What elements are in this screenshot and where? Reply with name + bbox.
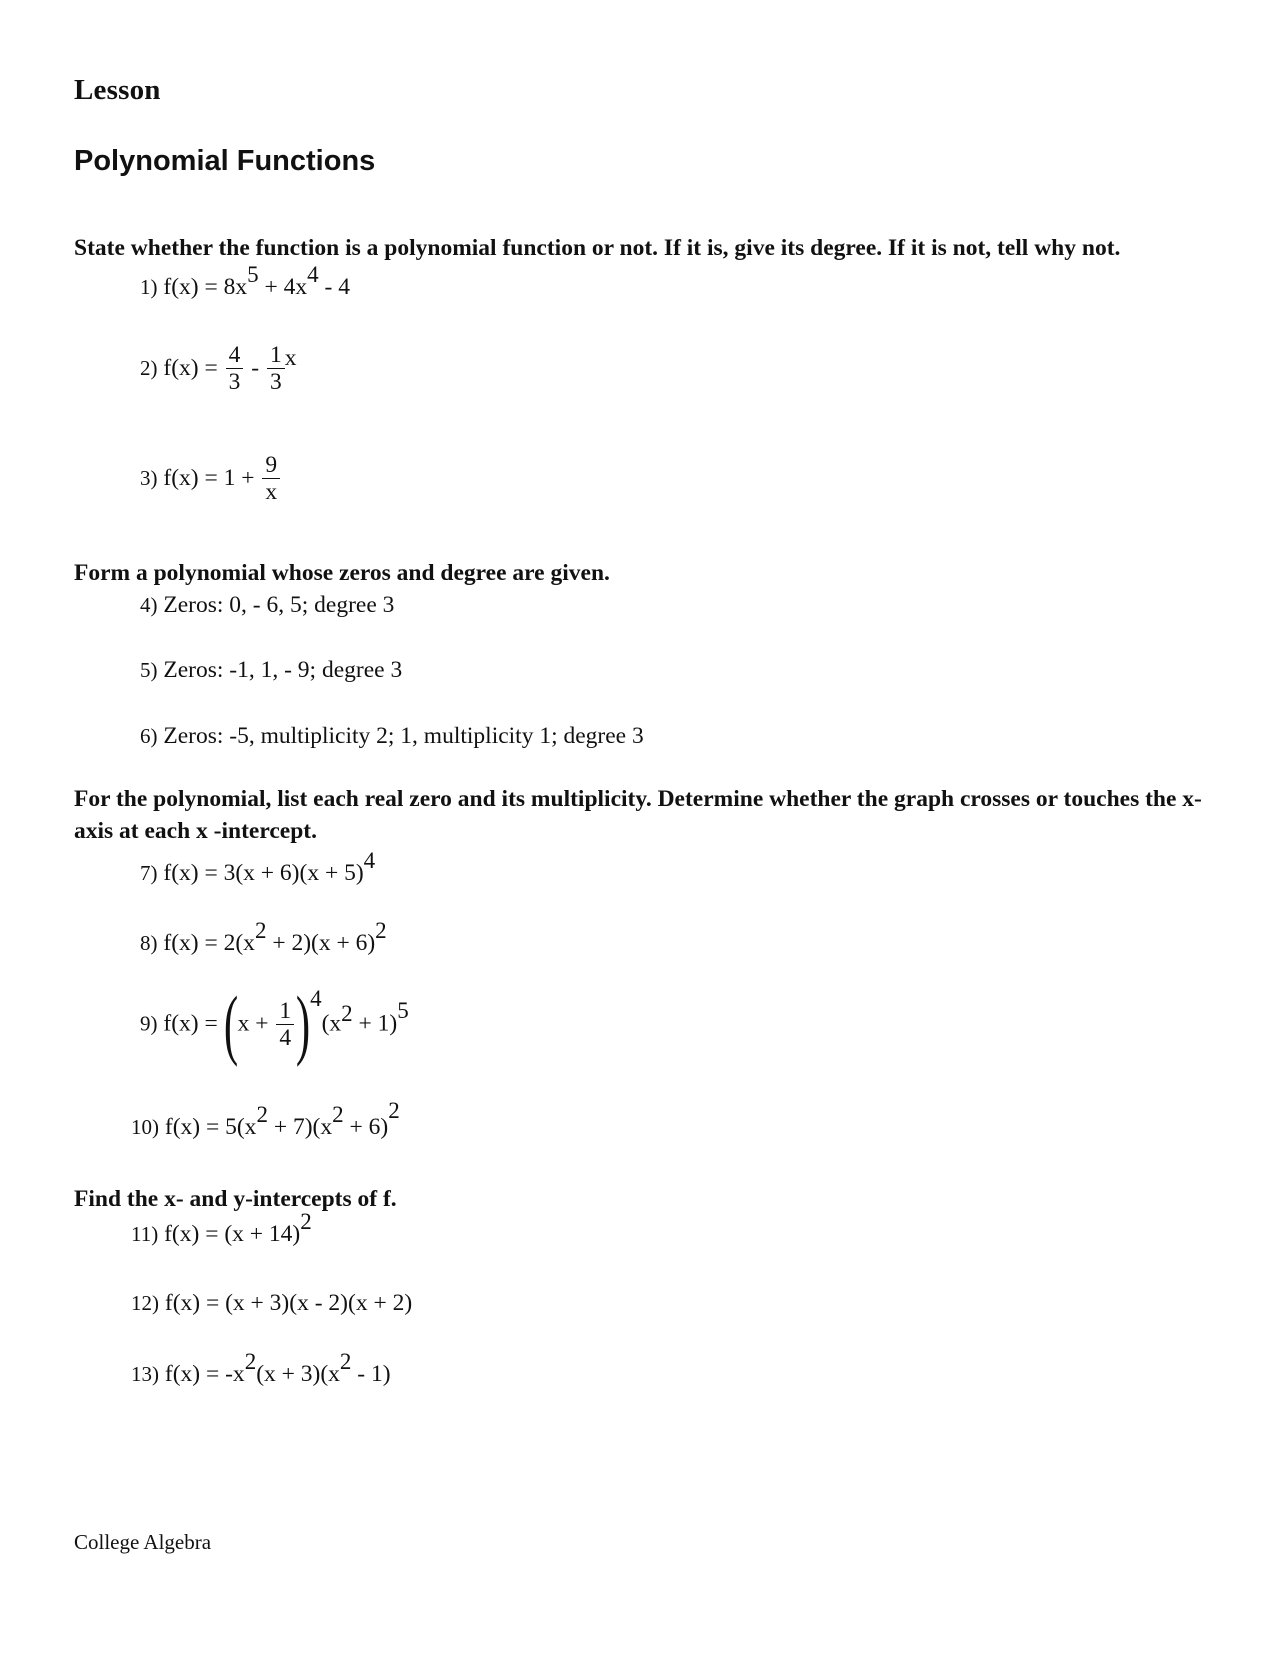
exponent: 5 [397, 997, 409, 1023]
denominator: x [265, 479, 278, 505]
numerator: 9 [262, 453, 280, 479]
problem-6 [140, 725, 644, 749]
exponent: 2 [388, 1098, 400, 1124]
exponent: 4 [307, 262, 319, 288]
exponent: 2 [254, 918, 267, 944]
denominator: 3 [269, 369, 282, 395]
problem-number: 3) [140, 466, 158, 490]
exponent: 2 [256, 1102, 268, 1128]
problem-7 [140, 848, 376, 886]
expression-part: f(x) = [163, 354, 218, 381]
expression-part: + 4x [258, 274, 308, 300]
problem-2 [140, 343, 296, 394]
numerator: 1 [276, 999, 294, 1025]
expression-part: f(x) = 1 + [163, 464, 255, 491]
expression-part: - 1) [351, 1361, 391, 1387]
numerator: 1 [267, 343, 285, 369]
problem-number: 12) [131, 1291, 159, 1315]
problem-number: 9) [140, 1011, 158, 1036]
problem-number: 5) [140, 658, 158, 682]
problem-number: 11) [131, 1222, 159, 1246]
expression-part: + 6) [343, 1114, 389, 1140]
exponent: 4 [363, 848, 376, 874]
denominator: 4 [279, 1024, 292, 1051]
expression-part: f(x) = 5(x [164, 1114, 257, 1140]
numerator: 4 [226, 343, 244, 369]
expression-part: + 7)(x [267, 1114, 333, 1140]
expression-part: (x + 3)(x [256, 1361, 340, 1387]
exponent: 2 [339, 1349, 352, 1375]
fraction [267, 343, 285, 394]
fraction [262, 453, 280, 504]
problem-number: 8) [140, 931, 158, 955]
fraction [226, 343, 244, 394]
exponent: 4 [310, 985, 322, 1011]
expression-part: f(x) = (x + 14) [164, 1221, 301, 1247]
problem-1 [140, 262, 350, 300]
exponent: 2 [332, 1102, 344, 1128]
exponent: 2 [300, 1209, 312, 1235]
problem-number: 7) [140, 861, 158, 885]
problem-5 [140, 659, 402, 683]
problem-3 [140, 453, 282, 504]
problem-text: f(x) = (x + 3)(x - 2)(x + 2) [164, 1290, 413, 1316]
expression-part: - 4 [318, 274, 350, 300]
problem-13 [131, 1349, 391, 1387]
left-parenthesis: ( [223, 980, 238, 1067]
expression-part: (x [321, 1010, 342, 1037]
footer-course: College Algebra [74, 1530, 212, 1554]
expression-part: f(x) = -x [164, 1361, 245, 1387]
problem-text: Zeros: 0, - 6, 5; degree 3 [163, 592, 395, 618]
denominator: 3 [228, 369, 241, 395]
problem-number: 4) [140, 593, 158, 617]
instruction-form-polynomial: Form a polynomial whose zeros and degree are given. [74, 560, 610, 586]
problem-10 [131, 1098, 400, 1140]
exponent: 2 [375, 918, 387, 944]
instruction-zeros-multiplicity: For the polynomial, list each real zero and its multiplicity. Determine whether the graph crosses or touches the x-axis at each x -intercept. [74, 786, 1202, 844]
problem-text: Zeros: -1, 1, - 9; degree 3 [163, 657, 403, 683]
problem-text: Zeros: -5, multiplicity 2; 1, multiplicity 1; degree 3 [163, 723, 644, 749]
exponent: 2 [244, 1349, 257, 1375]
expression-part: f(x) = 8x [163, 274, 248, 300]
problem-number: 1) [140, 275, 158, 299]
variable: x [284, 344, 297, 371]
problem-4 [140, 594, 394, 618]
expression-part: f(x) = 2(x [163, 930, 255, 956]
instruction-intercepts: Find the x- and y-intercepts of f. [74, 1186, 397, 1212]
expression-part: f(x) = 3(x + 6)(x + 5) [163, 860, 364, 886]
exponent: 2 [341, 1001, 353, 1026]
problem-number: 2) [140, 356, 158, 380]
expression-part: x + [237, 1010, 269, 1037]
exponent: 5 [247, 262, 259, 288]
problem-9 [140, 980, 409, 1067]
operator: - [251, 354, 260, 381]
lesson-label: Lesson [74, 74, 161, 106]
right-parenthesis: ) [295, 980, 311, 1067]
problem-12 [131, 1292, 412, 1316]
problem-number: 10) [131, 1115, 159, 1139]
instruction-polynomial-check: State whether the function is a polynomial function or not. If it is, give its degree. If it is not, tell why not. [74, 235, 1121, 261]
expression-part: f(x) = [163, 1010, 218, 1037]
problem-number: 6) [140, 724, 158, 748]
fraction [276, 999, 294, 1050]
problem-8 [140, 918, 387, 956]
expression-part: + 1) [352, 1010, 398, 1037]
page-title: Polynomial Functions [74, 145, 376, 177]
problem-11 [131, 1209, 312, 1247]
problem-number: 13) [131, 1362, 159, 1386]
expression-part: + 2)(x + 6) [266, 930, 376, 956]
